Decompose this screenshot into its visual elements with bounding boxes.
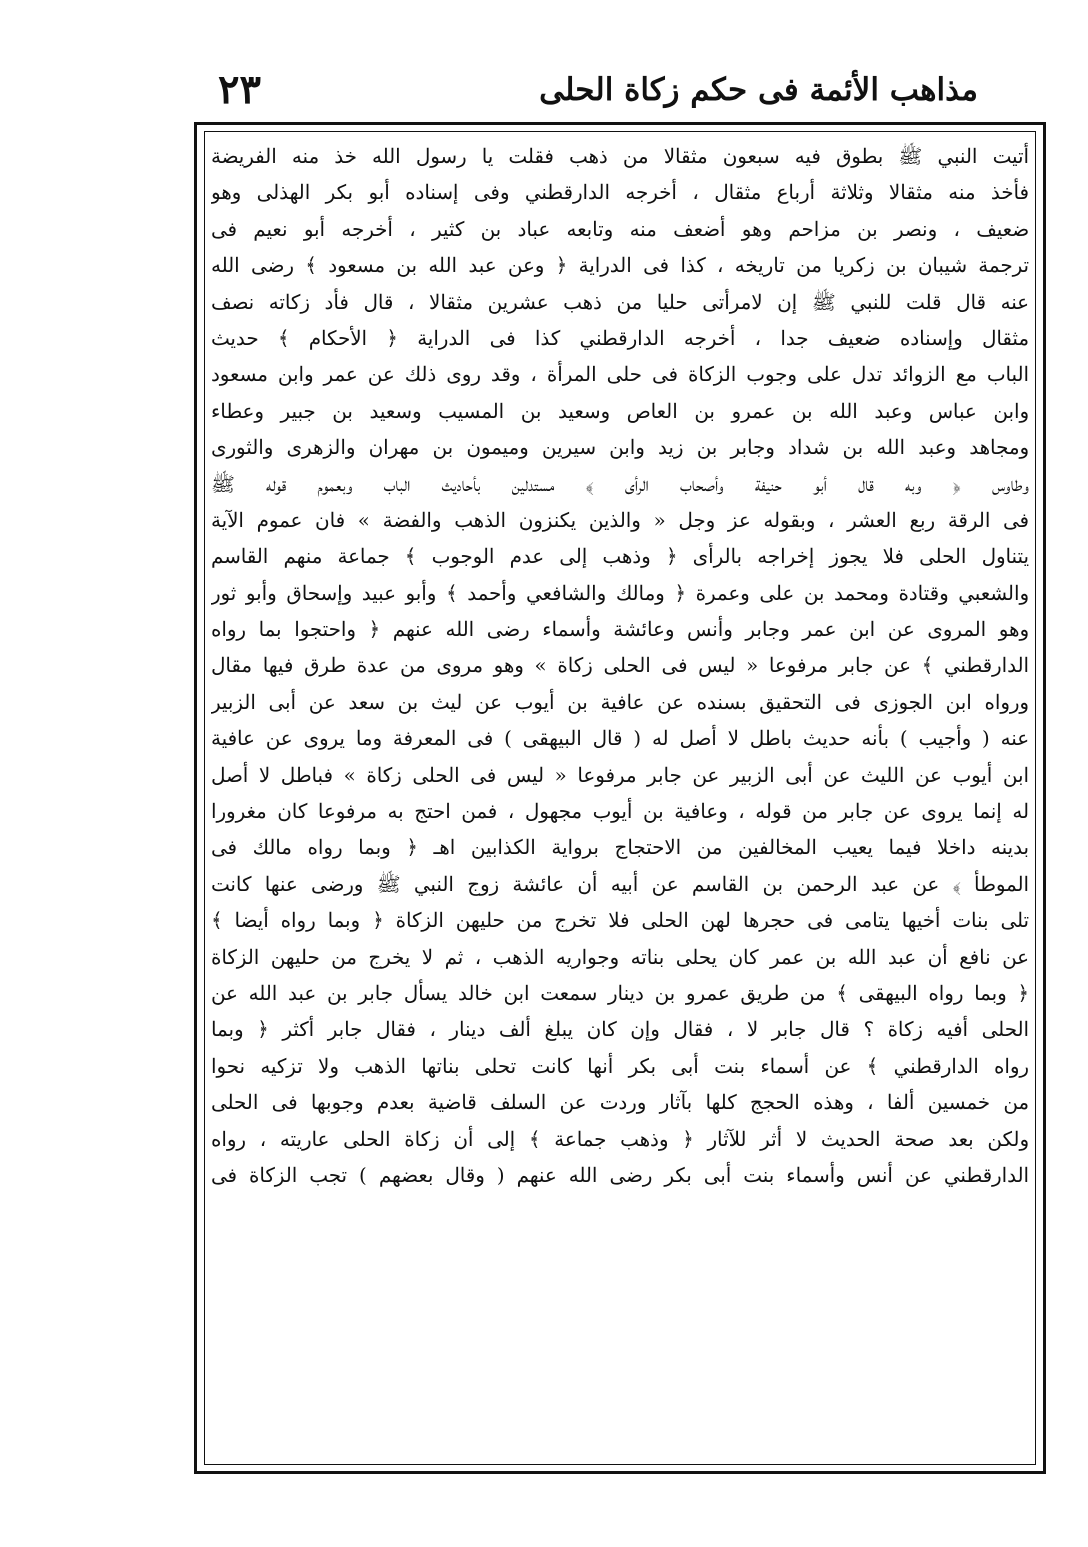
text-line: فى الرقة ربع العشر ، وبقوله عز وجل « والذين يكنزون الذهب والفضة » فان عموم الآية	[211, 508, 1029, 532]
text-line: له إنما يروى عن جابر من قوله ، وعافية بن أيوب مجهول ، فمن احتج به مرفوعا كان مغرورا	[211, 800, 1029, 824]
text-line: رواه الدارقطني ﴾ عن أسماء بنت أبى بكر أنها كانت تحلى بناتها الذهب ولا تزكيه نحوا	[211, 1054, 1029, 1078]
text-line: الدارقطني ﴾ عن جابر مرفوعا « ليس فى الحلى زكاة » وهو مروى من عدة طرق فيها مقال	[211, 654, 1029, 678]
text-line: ولكن بعد صحة الحديث لا أثر للآثار ﴿ وذهب جماعة ﴾ إلى أن زكاة الحلى عاريته ، رواه	[211, 1127, 1029, 1151]
text-line: ورواه ابن الجوزى فى التحقيق بسنده عن عافية بن أيوب عن ليث بن سعد عن أبى الزبير	[211, 690, 1029, 714]
text-line: ضعيف ، ونصر بن مزاحم وهو أضعف منه وتابعه عباد بن كثير ، أخرجه أبو نعيم فى	[211, 217, 1029, 241]
text-line: ترجمة شيبان بن زكريا من تاريخه ، كذا فى الدراية ﴿ وعن عبد الله بن مسعود ﴾ رضى الله	[211, 254, 1029, 278]
text-line: عنه قال قلت للنبي ﷺ إن لامرأتى حليا من ذهب عشرين مثقالا ، قال فأد زكاته نصف	[211, 290, 1029, 314]
body-text	[211, 139, 1029, 1231]
text-line: عن نافع أن عبد الله بن عمر كان يحلى بناته وجواريه الذهب ، ثم لا يخرج من حليهن الزكاة	[211, 945, 1029, 969]
text-line: يتناول الحلى فلا يجوز إخراجه بالرأى ﴿ وذهب إلى عدم الوجوب ﴾ جماعة منهم القاسم	[211, 545, 1029, 569]
text-line: من خمسين ألفا ، وهذه الحجج كلها بآثار وردت عن السلف قاضية بعدم وجوبها فى الحلى	[211, 1091, 1029, 1115]
text-line: وطاوس ﴿ وبه قال أبو حنيفة وأصحاب الرأى ﴾ مستدلين بأحاديث الباب وبعموم قوله ﷺ	[211, 472, 1029, 496]
text-line: أتيت النبي ﷺ بطوق فيه سبعون مثقالا من ذهب فقلت يا رسول الله خذ منه الفريضة	[211, 145, 1029, 168]
text-line: الباب مع الزوائد تدل على وجوب الزكاة فى حلى المرأة ، وقد روى ذلك عن عمر وابن مسعود	[211, 363, 1029, 387]
text-line: تلى بنات أخيها يتامى فى حجرها لهن الحلى فلا تخرج من حليهن الزكاة ﴿ وبما رواه أيضا ﴾	[211, 909, 1029, 933]
text-line: الموطأ ﴾ عن عبد الرحمن بن القاسم عن أبيه أن عائشة زوج النبي ﷺ ورضى عنها كانت	[211, 872, 1029, 896]
text-line: ﴿ وبما رواه البيهقى ﴾ من طريق عمرو بن دينار سمعت ابن خالد يسأل جابر بن عبد الله عن	[211, 981, 1029, 1005]
text-line: مثقال وإسناده ضعيف جدا ، أخرجه الدارقطني كذا فى الدراية ﴿ الأحكام ﴾ حديث	[211, 326, 1029, 350]
text-line: ابن أيوب عن الليث عن أبى الزبير عن جابر مرفوعا « ليس فى الحلى زكاة » فباطل لا أصل	[211, 763, 1029, 787]
page-number: ٢٣	[218, 66, 261, 113]
text-line: وهو المروى عن ابن عمر وجابر وأنس وعائشة وأسماء رضى الله عنهم ﴿ واحتجوا بما رواه	[211, 618, 1029, 642]
text-frame	[194, 122, 1046, 1474]
running-title: مذاهب الأئمة فى حكم زكاة الحلى	[539, 72, 978, 108]
text-line: الحلى أفيه زكاة ؟ قال جابر لا ، فقال وإن كان يبلغ ألف دينار ، فقال جابر أكثر ﴿ وبما	[211, 1018, 1029, 1042]
text-line: وابن عباس وعبد الله بن عمرو بن العاص وسعيد بن المسيب وسعيد بن جبير وعطاء	[211, 399, 1029, 423]
text-line: الدارقطني عن أنس وأسماء بنت أبى بكر رضى الله عنهم ( وقال بعضهم ) تجب الزكاة فى	[211, 1163, 1029, 1187]
text-line: فأخذ منه مثقالا وثلاثة أرباع مثقال ، أخرجه الدارقطني وفى إسناده أبو بكر الهذلى وهو	[211, 181, 1029, 205]
text-line: عنه ( وأجيب ) بأنه حديث باطل لا أصل له ( قال البيهقى ) فى المعرفة وما يروى عن عافية	[211, 727, 1029, 751]
page-header	[118, 66, 978, 116]
text-line: والشعبي وقتادة ومحمد بن على وعمرة ﴿ ومالك والشافعي وأحمد ﴾ وأبو عبيد وإسحاق وأبو ثور	[211, 581, 1029, 605]
text-line: بدينه داخلا فيما يعيب المخالفين من الاحتجاج برواية الكذابين اهـ ﴿ وبما رواه مالك فى	[211, 836, 1029, 860]
text-line	[211, 1194, 1029, 1230]
text-line: ومجاهد وعبد الله بن شداد وجابر بن زيد وابن سيرين وميمون بن مهران والزهرى والثورى	[211, 436, 1029, 460]
